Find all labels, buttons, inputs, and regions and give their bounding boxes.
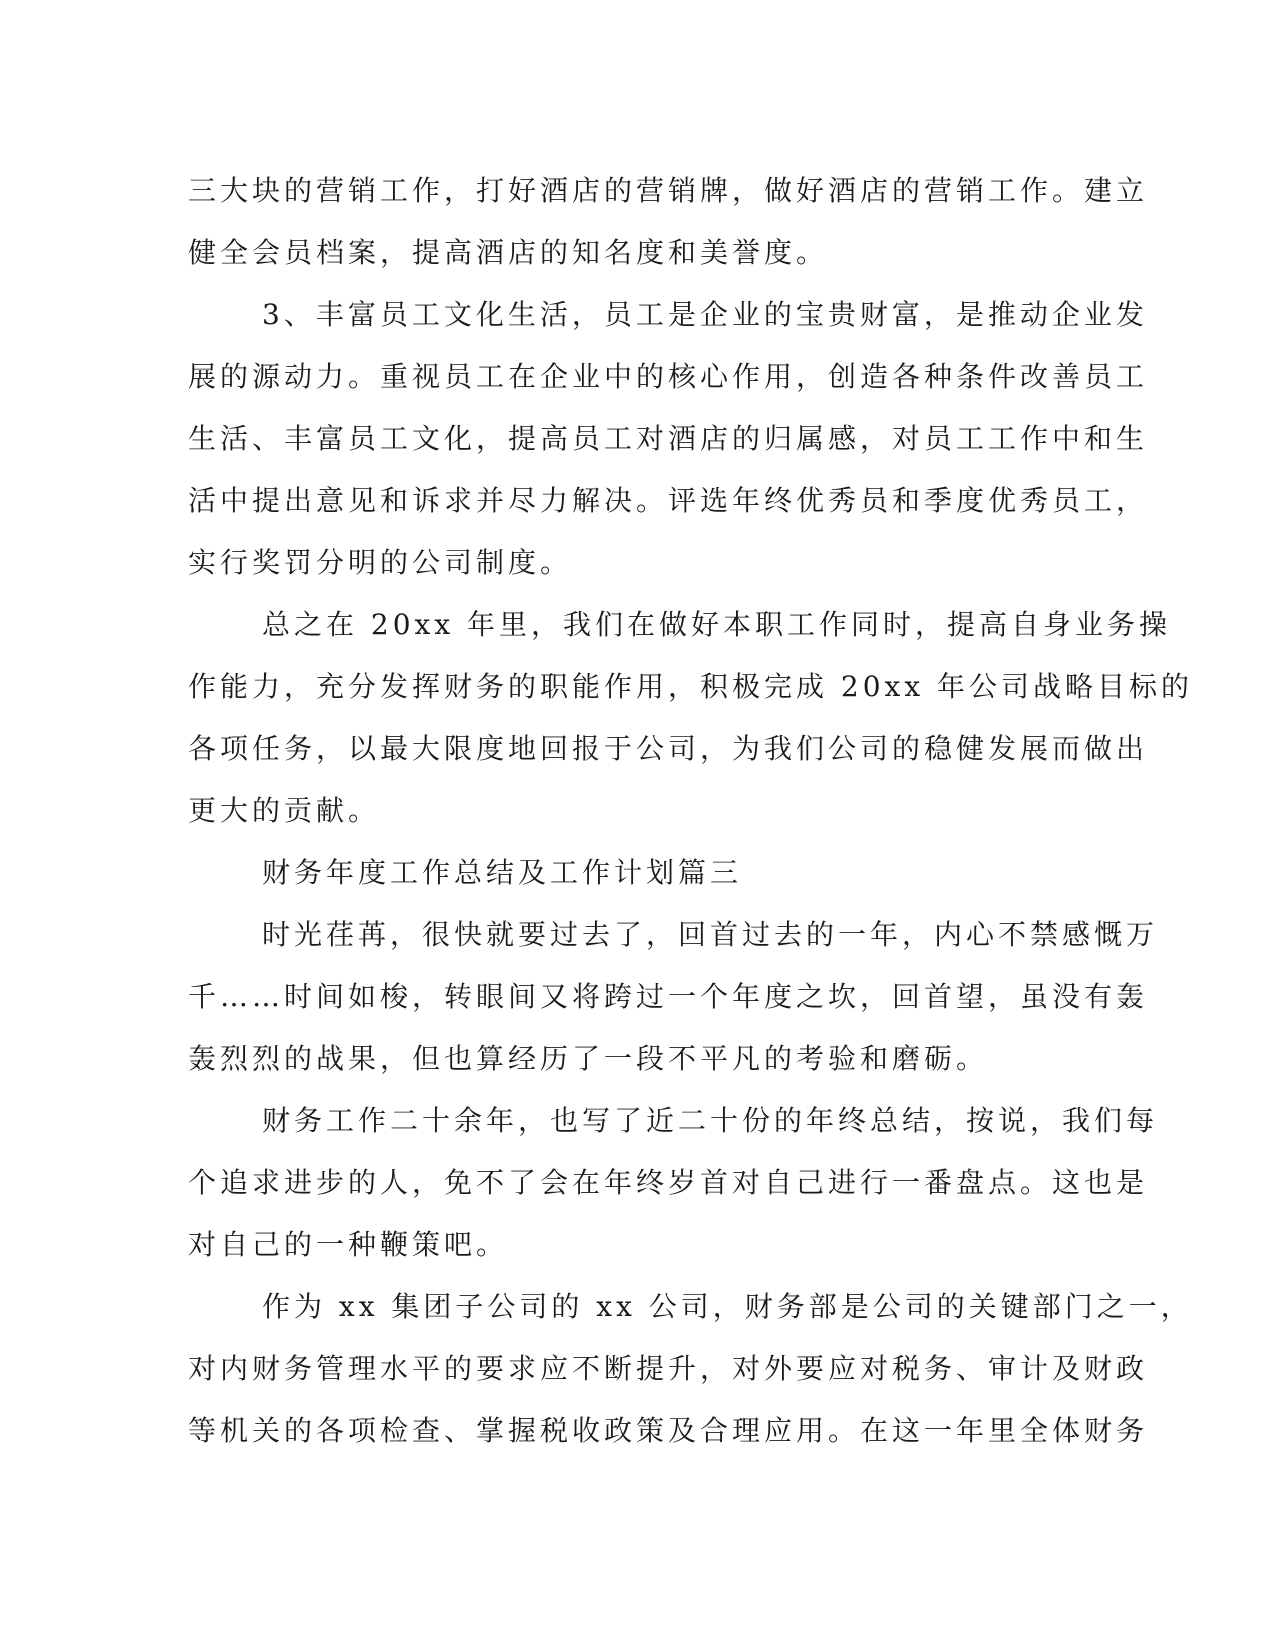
text-line: 更大的贡献。 [188,794,381,827]
text-line: 生活、丰富员工文化，提高员工对酒店的归属感，对员工工作中和生 [188,422,1149,455]
text-line: 财务工作二十余年，也写了近二十份的年终总结，按说，我们每 [262,1104,1159,1137]
text-line: 作为 xx 集团子公司的 xx 公司，财务部是公司的关键部门之一， [262,1290,1193,1323]
text-line: 等机关的各项检查、掌握税收政策及合理应用。在这一年里全体财务 [188,1414,1149,1447]
text-line: 活中提出意见和诉求并尽力解决。评选年终优秀员和季度优秀员工， [188,484,1149,517]
text-line: 对自己的一种鞭策吧。 [188,1228,509,1261]
text-line: 时光荏苒，很快就要过去了，回首过去的一年，内心不禁感慨万 [262,918,1159,951]
text-line: 对内财务管理水平的要求应不断提升，对外要应对税务、审计及财政 [188,1352,1149,1385]
text-line: 轰烈烈的战果，但也算经历了一段不平凡的考验和磨砺。 [188,1042,989,1075]
text-line: 3、丰富员工文化生活，员工是企业的宝贵财富，是推动企业发 [262,298,1148,331]
text-line: 展的源动力。重视员工在企业中的核心作用，创造各种条件改善员工 [188,360,1149,393]
text-line: 实行奖罚分明的公司制度。 [188,546,573,579]
text-line: 千……时间如梭，转眼间又将跨过一个年度之坎，回首望，虽没有轰 [188,980,1149,1013]
text-line: 总之在 20xx 年里，我们在做好本职工作同时，提高自身业务操 [262,608,1172,641]
text-line: 三大块的营销工作，打好酒店的营销牌，做好酒店的营销工作。建立 [188,174,1149,207]
document-body [188,160,1194,1462]
section-heading: 财务年度工作总结及工作计划篇三 [262,856,743,889]
text-line: 各项任务，以最大限度地回报于公司，为我们公司的稳健发展而做出 [188,732,1149,765]
text-line: 个追求进步的人，免不了会在年终岁首对自己进行一番盘点。这也是 [188,1166,1149,1199]
text-line: 作能力，充分发挥财务的职能作用，积极完成 20xx 年公司战略目标的 [188,670,1194,703]
text-line: 健全会员档案，提高酒店的知名度和美誉度。 [188,236,829,269]
